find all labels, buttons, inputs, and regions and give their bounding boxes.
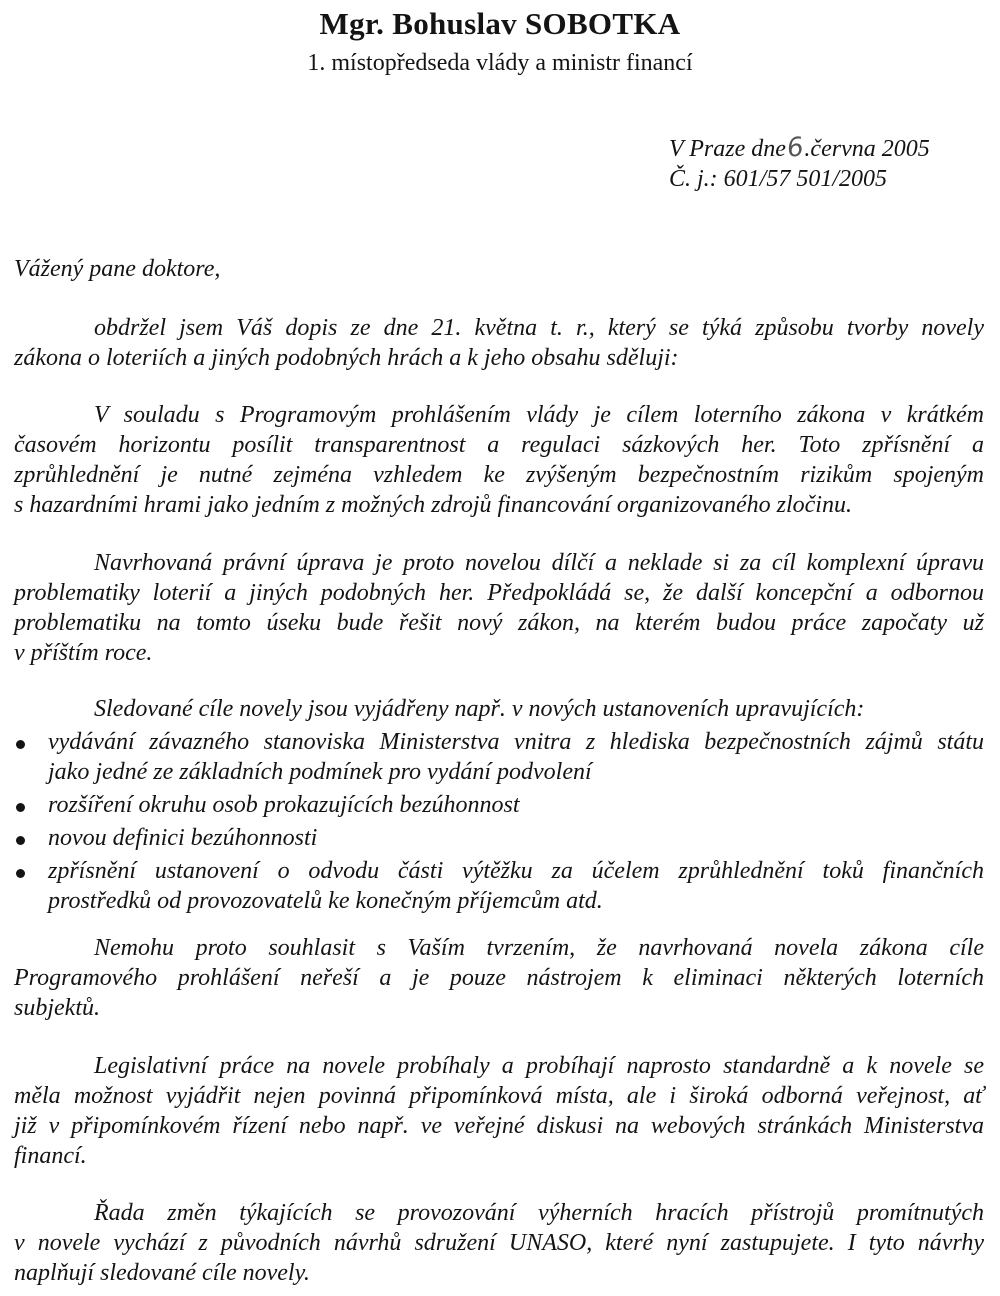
letter-date [669, 133, 930, 163]
paragraph-7 [14, 1198, 984, 1288]
paragraph-line: Programového prohlášení neřeší a je pouze nástrojem k eliminaci některých loterních [14, 965, 984, 991]
salutation: Vážený pane doktore, [14, 256, 221, 282]
paragraph-line: problematiky loterií a jiných podobných her. Předpokládá se, že další koncepční a odbornou [14, 580, 984, 606]
list-item-line: novou definici bezúhonnosti [48, 825, 318, 851]
list-item [14, 727, 984, 787]
reference-number: Č. j.: 601/57 501/2005 [669, 166, 888, 192]
paragraph-line: již v připomínkovém řízení nebo např. ve veřejné diskusi na webových stránkách Ministerstva [14, 1113, 984, 1139]
list-item-line: zpřísnění ustanovení o odvodu části výtěžku za účelem zprůhlednění toků finančních [48, 858, 984, 884]
bullet-icon [16, 869, 25, 878]
paragraph-6 [14, 1051, 984, 1171]
paragraph-line: měla možnost vyjádřit nejen povinná připomínková místa, ale i široká odborná veřejnost, ať [14, 1083, 984, 1109]
sender-name: Mgr. Bohuslav SOBOTKA [319, 6, 681, 41]
paragraph-line: zákona o loteriích a jiných podobných hrách a k jeho obsahu sděluji: [14, 345, 679, 371]
paragraph-line: v příštím roce. [14, 640, 153, 666]
list-item-line: jako jedné ze základních podmínek pro vydání podvolení [48, 759, 592, 785]
list-item [14, 823, 984, 853]
paragraph-line: Navrhovaná právní úprava je proto novelou dílčí a neklade si za cíl komplexní úpravu [94, 550, 984, 576]
bullet-icon [16, 803, 25, 812]
paragraph-line: s hazardními hrami jako jedním z možných zdrojů financování organizovaného zločinu. [14, 492, 852, 518]
handwritten-day: 6 [784, 131, 806, 165]
paragraph-line: problematiku na tomto úseku bude řešit nový zákon, na kterém budou práce započaty už [14, 610, 984, 636]
list-item [14, 856, 984, 916]
paragraph-5 [14, 933, 984, 1023]
paragraph-line: Legislativní práce na novele probíhaly a probíhají naprosto standardně a k novele se [94, 1053, 984, 1079]
date-prefix: V Praze dne [669, 136, 786, 162]
goals-list [14, 727, 984, 919]
paragraph-2 [14, 400, 984, 520]
paragraph-line: Sledované cíle novely jsou vyjádřeny např. v nových ustanoveních upravujících: [94, 696, 865, 722]
paragraph-line: v novele vychází z původních návrhů sdružení UNASO, které nyní zastupujete. I tyto návrhy [14, 1230, 984, 1256]
sender-title: 1. místopředseda vlády a ministr financí [307, 50, 693, 76]
paragraph-line: financí. [14, 1143, 87, 1169]
list-item-line: vydávání závazného stanoviska Ministerstva vnitra z hlediska bezpečnostních zájmů státu [48, 729, 984, 755]
list-item [14, 790, 984, 820]
paragraph-4 [14, 694, 984, 724]
paragraph-line: časovém horizontu posílit transparentnost a regulaci sázkových her. Toto zpřísnění a [14, 432, 984, 458]
paragraph-line: zprůhlednění je nutné zejména vzhledem ke zvýšeným bezpečnostním rizikům spojeným [14, 462, 984, 488]
bullet-icon [16, 740, 25, 749]
list-item-line: prostředků od provozovatelů ke konečným příjemcům atd. [48, 888, 603, 914]
paragraph-3 [14, 548, 984, 668]
bullet-icon [16, 836, 25, 845]
paragraph-line: subjektů. [14, 995, 100, 1021]
list-item-line: rozšíření okruhu osob prokazujících bezúhonnost [48, 792, 520, 818]
paragraph-line: V souladu s Programovým prohlášením vlády je cílem loterního zákona v krátkém [94, 402, 984, 428]
paragraph-line: Řada změn týkajících se provozování výherních hracích přístrojů promítnutých [94, 1200, 984, 1226]
paragraph-line: Nemohu proto souhlasit s Vaším tvrzením, že navrhovaná novela zákona cíle [94, 935, 984, 961]
paragraph-1 [14, 313, 984, 373]
paragraph-line: obdržel jsem Váš dopis ze dne 21. května t. r., který se týká způsobu tvorby novely [94, 315, 984, 341]
date-suffix: .června 2005 [804, 136, 930, 162]
paragraph-line: naplňují sledované cíle novely. [14, 1260, 310, 1286]
